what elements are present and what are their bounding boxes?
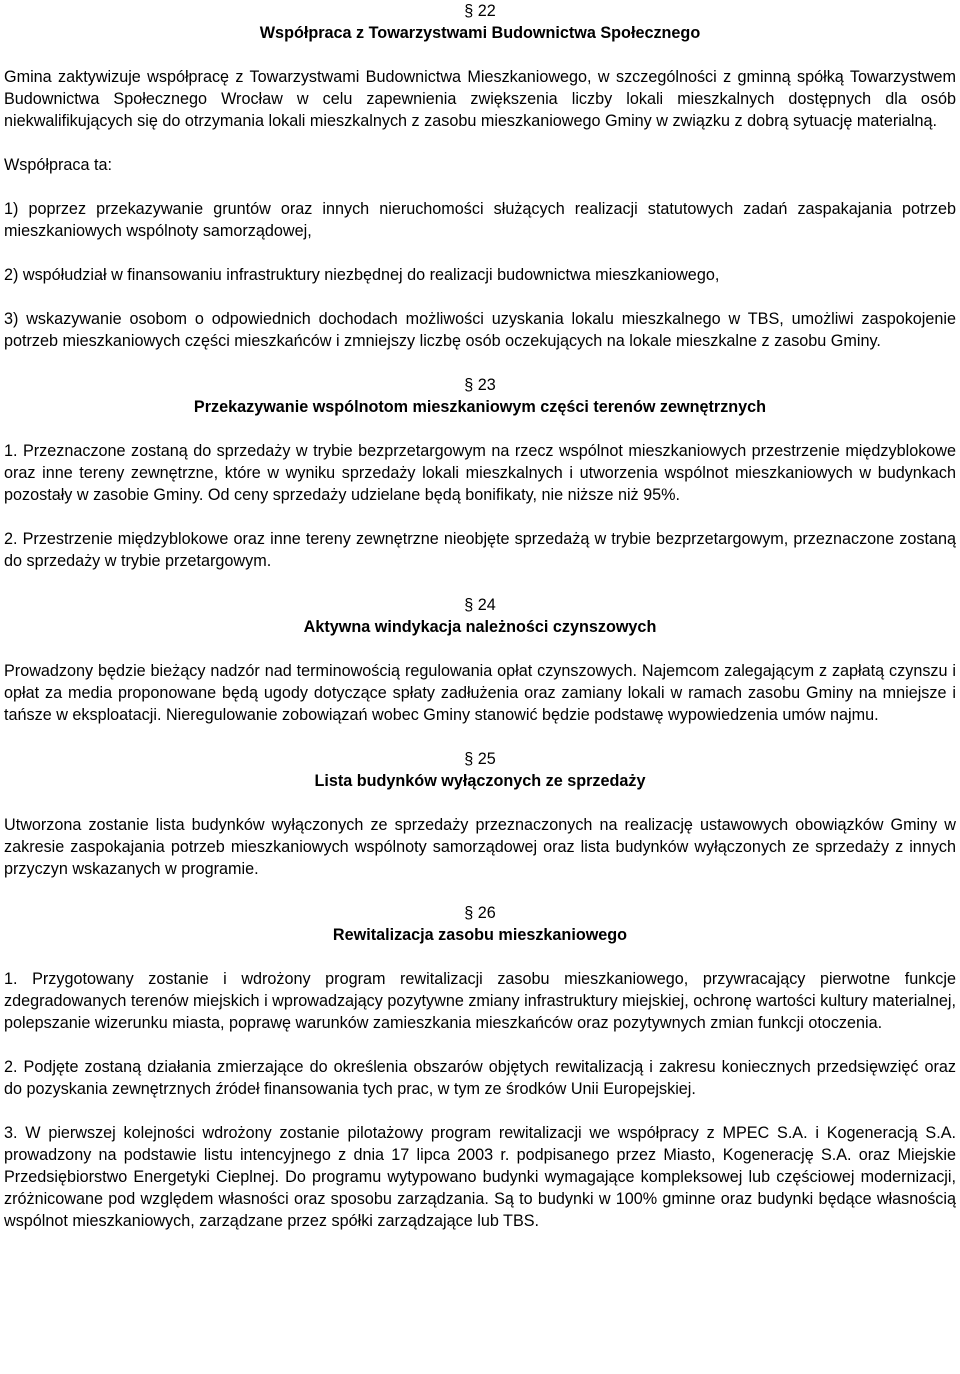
section-title: Lista budynków wyłączonych ze sprzedaży bbox=[314, 772, 646, 790]
spacer bbox=[4, 946, 956, 968]
section-title: Aktywna windykacja należności czynszowych bbox=[303, 618, 657, 636]
section-23-header bbox=[4, 374, 956, 418]
section-24-header bbox=[4, 594, 956, 638]
paragraph: 2. Podjęte zostaną działania zmierzające do określenia obszarów objętych rewitalizacją i zakresu koniecznych przedsięwzięć oraz do pozyskania zewnętrznych źródeł finansowania tych prac, w tym ze środków Unii Europejskiej. bbox=[4, 1058, 956, 1098]
spacer bbox=[4, 1100, 956, 1122]
section-number: § 26 bbox=[464, 904, 496, 922]
spacer bbox=[4, 572, 956, 594]
spacer bbox=[4, 792, 956, 814]
section-title: Przekazywanie wspólnotom mieszkaniowym części terenów zewnętrznych bbox=[193, 398, 767, 416]
section-26-header bbox=[4, 902, 956, 946]
list-item: 3) wskazywanie osobom o odpowiednich dochodach możliwości uzyskania lokalu mieszkalnego w TBS, umożliwi zaspokojenie potrzeb mieszkaniowych części mieszkańców i zmniejszy liczbę osób oczekujących na lokale mieszkalne z zasobu Gminy. bbox=[4, 310, 956, 350]
section-title: Rewitalizacja zasobu mieszkaniowego bbox=[332, 926, 628, 944]
paragraph: Gmina zaktywizuje współpracę z Towarzystwami Budownictwa Mieszkaniowego, w szczególności z gminną spółką Towarzystwem Budownictwa Społecznego Wrocław w celu zapewnienia zwiększenia liczby lokali mieszkalnych dostępnych dla osób niekwalifikujących się do otrzymania lokali mieszkalnych z zasobu mieszkaniowego Gminy w związku z dobrą sytuację materialną. bbox=[4, 68, 956, 130]
spacer bbox=[4, 286, 956, 308]
spacer bbox=[4, 880, 956, 902]
spacer bbox=[4, 132, 956, 154]
section-number: § 22 bbox=[464, 2, 496, 20]
paragraph: Utworzona zostanie lista budynków wyłączonych ze sprzedaży przeznaczonych na realizację ustawowych obowiązków Gminy w zakresie zaspokajania potrzeb mieszkaniowych wspólnoty samorządowej oraz lista budynków wyłączonych ze sprzedaży z innych przyczyn wskazanych w programie. bbox=[4, 816, 956, 878]
section-25-header bbox=[4, 748, 956, 792]
spacer bbox=[4, 418, 956, 440]
spacer bbox=[4, 44, 956, 66]
paragraph: 1. Przygotowany zostanie i wdrożony program rewitalizacji zasobu mieszkaniowego, przywracający pierwotne funkcje zdegradowanych terenów miejskich i wprowadzający pozytywne zmiany infrastruktury miejskiej, ochronę wartości kultury materialnej, polepszanie wizerunku miasta, poprawę warunków zamieszkania mieszkańców oraz pozytywnych zmian funkcji otoczenia. bbox=[4, 970, 956, 1032]
spacer bbox=[4, 638, 956, 660]
section-title: Współpraca z Towarzystwami Budownictwa Społecznego bbox=[259, 24, 701, 42]
document-body bbox=[4, 0, 956, 1232]
spacer bbox=[4, 1034, 956, 1056]
paragraph: Współpraca ta: bbox=[4, 156, 112, 174]
spacer bbox=[4, 176, 956, 198]
section-number: § 24 bbox=[464, 596, 496, 614]
paragraph: Prowadzony będzie bieżący nadzór nad terminowością regulowania opłat czynszowych. Najemcom zalegającym z zapłatą czynszu i opłat za media proponowane będą ugody dotyczące spłaty zadłużenia oraz zamiany lokali w ramach zasobu Gminy na mniejsze i tańsze w eksploatacji. Nieregulowanie zobowiązań wobec Gminy stanowić będzie podstawę wypowiedzenia umów najmu. bbox=[4, 662, 956, 724]
paragraph: 1. Przeznaczone zostaną do sprzedaży w trybie bezprzetargowym na rzecz wspólnot mieszkaniowych przestrzenie międzyblokowe oraz inne tereny zewnętrzne, które w wyniku sprzedaży lokali mieszkalnych i utworzenia wspólnot mieszkaniowych w budynkach pozostały w zasobie Gminy. Od ceny sprzedaży udzielane będą bonifikaty, nie niższe niż 95%. bbox=[4, 442, 956, 504]
paragraph: 3. W pierwszej kolejności wdrożony zostanie pilotażowy program rewitalizacji we współpracy z MPEC S.A. i Kogeneracją S.A. prowadzony na podstawie listu intencyjnego z dnia 17 lipca 2003 r. podpisanego przez Miasto, Kogenerację S.A. oraz Miejskie Przedsiębiorstwo Energetyki Cieplnej. Do programu wytypowano budynki wymagające kompleksowej lub częściowej modernizacji, zróżnicowane pod względem własności oraz sposobu zarządzania. Są to budynki w 100% gminne oraz budynki będące własnością wspólnot mieszkaniowych, zarządzane przez spółki zarządzające lub TBS. bbox=[4, 1124, 956, 1230]
section-number: § 23 bbox=[464, 376, 496, 394]
list-item: 2) współudział w finansowaniu infrastruktury niezbędnej do realizacji budownictwa mieszkaniowego, bbox=[4, 266, 720, 284]
spacer bbox=[4, 242, 956, 264]
section-22-header bbox=[4, 0, 956, 44]
spacer bbox=[4, 726, 956, 748]
section-number: § 25 bbox=[464, 750, 496, 768]
spacer bbox=[4, 506, 956, 528]
paragraph: 2. Przestrzenie międzyblokowe oraz inne tereny zewnętrzne nieobjęte sprzedażą w trybie bezprzetargowym, przeznaczone zostaną do sprzedaży w trybie przetargowym. bbox=[4, 530, 956, 570]
spacer bbox=[4, 352, 956, 374]
list-item: 1) poprzez przekazywanie gruntów oraz innych nieruchomości służących realizacji statutowych zadań zaspakajania potrzeb mieszkaniowych wspólnoty samorządowej, bbox=[4, 200, 956, 240]
